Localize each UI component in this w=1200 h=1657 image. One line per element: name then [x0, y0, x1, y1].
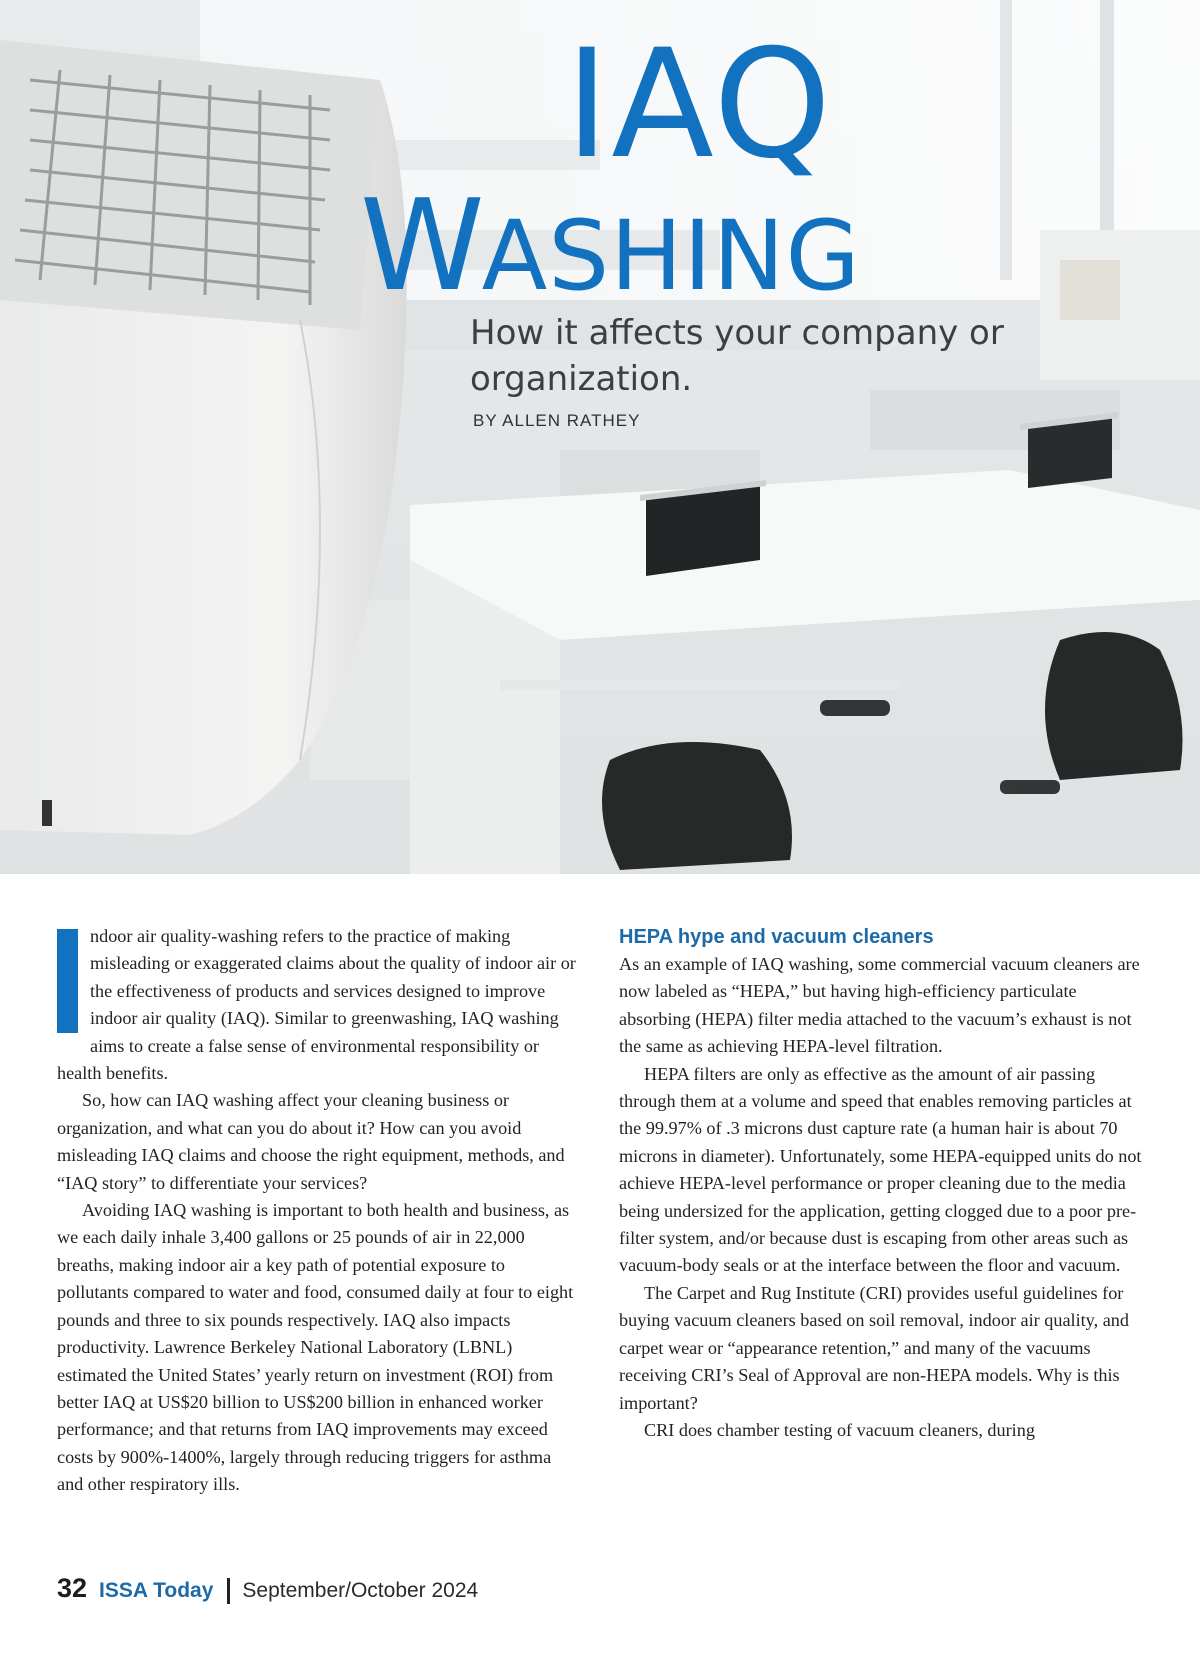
title-line-1: IAQ: [565, 18, 834, 192]
body-paragraph: HEPA filters are only as effective as the amount of air passing through them at a volume and speed that enables removing particles at the 99.97% of .3 microns dust capture rate (a human hair is about 70 microns in diameter). Unfortunately, some HEPA-equipped units do not achieve HEPA-level performance or proper cleaning due to the media being undersized for the application, getting clogged due to a poor pre-filter system, and/or because dust is escaping from other areas such as vacuum-body seals or at the interface between the floor and vacuum.: [619, 1063, 1142, 1276]
title-line-2: [360, 172, 861, 319]
body-paragraph: Avoiding IAQ washing is important to both health and business, as we each daily inhale 3,400 gallons or 25 pounds of air in 22,000 breaths, making indoor air a key path of potential exposure to pollutants compared to water and food, consumed daily at four to eight pounds and three to six pounds respectively. IAQ also impacts productivity. Lawrence Berkeley National Laboratory (LBNL) estimated the United States’ yearly return on investment (ROI) from better IAQ at US$20 billion to US$200 billion in enhanced worker performance; and that returns from IAQ improvements may exceed costs by 900%-1400%, largely through reducing triggers for asthma and other respiratory ills.: [57, 1200, 574, 1495]
page-number: 32: [57, 1573, 88, 1603]
byline: BY ALLEN RATHEY: [473, 411, 641, 430]
right-column: [619, 923, 1146, 1444]
publication-name: ISSA Today: [99, 1579, 214, 1602]
page-footer: [57, 1573, 478, 1609]
title-line-2-cap: W: [360, 172, 482, 319]
issue-date: September/October 2024: [242, 1579, 479, 1602]
intro-paragraph-text: ndoor air quality-washing refers to the practice of making misleading or exaggerated claims about the quality of indoor air or the effectiveness of products and services designed to improve indoor air quality (IAQ). Similar to greenwashing, IAQ washing aims to create a false sense of environmental responsibility or health benefits.: [57, 926, 576, 1084]
article-subtitle: How it affects your company or organization.: [470, 313, 1004, 399]
left-column: [57, 923, 580, 1499]
section-subhead: HEPA hype and vacuum cleaners: [619, 926, 934, 948]
intro-paragraph: [57, 923, 580, 1087]
body-paragraph: So, how can IAQ washing affect your cleaning business or organization, and what can you do about it? How can you avoid misleading IAQ claims and choose the right equipment, methods, and “IAQ story” to differentiate your services?: [57, 1090, 565, 1193]
dropcap-letter: [57, 929, 78, 1033]
body-paragraph: As an example of IAQ washing, some commercial vacuum cleaners are now labeled as “HEPA,” but having high-efficiency particulate absorbing (HEPA) filter media attached to the vacuum’s exhaust is not the same as achieving HEPA-level filtration.: [619, 954, 1140, 1057]
body-paragraph: CRI does chamber testing of vacuum cleaners, during: [644, 1419, 1035, 1440]
title-line-2-rest: ASHING: [481, 200, 861, 312]
body-paragraph: The Carpet and Rug Institute (CRI) provides useful guidelines for buying vacuum cleaners based on soil removal, indoor air quality, and carpet wear or “appearance retention,” and many of the vacuums receiving CRI’s Seal of Approval are non-HEPA models. Why is this important?: [619, 1282, 1129, 1413]
footer-divider: [227, 1578, 230, 1604]
